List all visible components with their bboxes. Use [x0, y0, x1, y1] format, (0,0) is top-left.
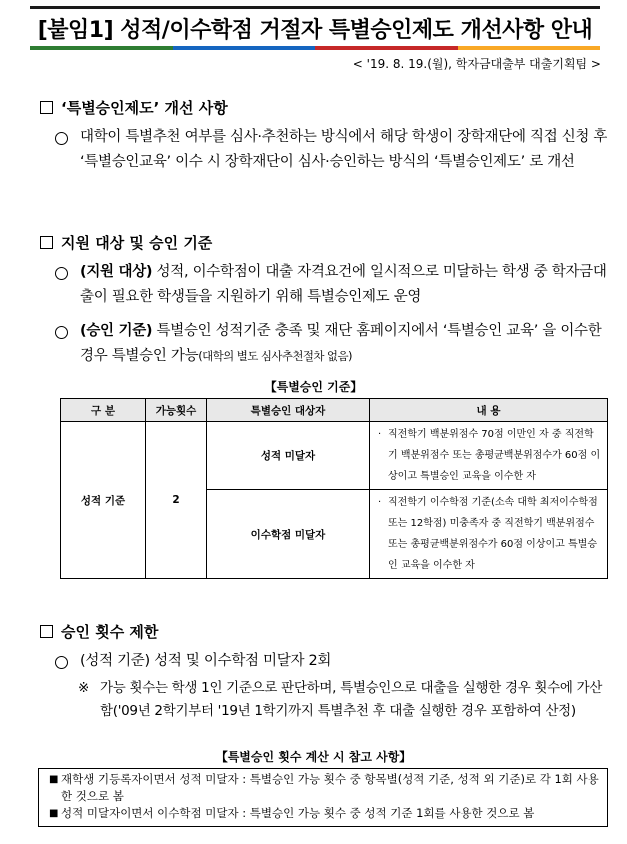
- section2-bullet1: [80, 260, 610, 310]
- note-mark: ※: [78, 680, 90, 696]
- cell-target-credit: 이수학점 미달자: [207, 490, 370, 579]
- square-bullet-icon: [40, 625, 53, 638]
- dot-bullet-icon: ·: [378, 429, 382, 440]
- color-bar-yellow: [458, 46, 601, 50]
- table-caption: 【특별승인 기준】: [264, 380, 363, 394]
- cell-desc-grade: [370, 422, 608, 490]
- circle-bullet-icon: [55, 267, 68, 280]
- ref-item: [49, 805, 599, 822]
- bullet2-label: (승인 기준): [80, 323, 153, 339]
- ref-item-text: 재학생 기등록자이면서 성적 미달자 : 특별승인 가능 횟수 중 항목별(성적 기준, 성적 외 기준)로 각 1회 사용한 것으로 봄: [61, 772, 599, 803]
- cell-target-grade: 성적 미달자: [207, 422, 370, 490]
- section2-bullet2: [80, 319, 610, 369]
- note-text: 가능 횟수는 학생 1인 기준으로 판단하며, 특별승인으로 대출을 실행한 경우 횟수에 가산함('09년 2학기부터 '19년 1학기까지 특별추천 후 대출 실행한 경우 포함하여 산정): [100, 680, 603, 719]
- section1-bullet1: 대학이 특별추천 여부를 심사·추천하는 방식에서 해당 학생이 장학재단에 직접 신청 후 ‘특별승인교육’ 이수 시 장학재단이 심사·승인하는 방식의 ‘특별승인제도’ 로 개선: [80, 129, 608, 170]
- col-header-target: 특별승인 대상자: [207, 399, 370, 422]
- square-bullet-icon: [40, 236, 53, 249]
- bullet2-small-note: (대학의 별도 심사추천절차 없음): [198, 349, 352, 363]
- desc-text: 직전학기 이수학점 기준(소속 대학 최저이수학점 또는 12학점) 미충족자 중 직전학기 백분위점수 또는 총평균백분위점수가 60점 이상이고 특별승인 교육을 이수한 자: [388, 497, 598, 571]
- square-dot-icon: ■: [49, 808, 59, 819]
- circle-bullet-icon: [55, 656, 68, 669]
- title-color-bar: [30, 46, 600, 50]
- ref-item-text: 성적 미달자이면서 이수학점 미달자 : 특별승인 가능 횟수 중 성적 기준 1회를 사용한 것으로 봄: [61, 806, 535, 820]
- color-bar-blue: [173, 46, 316, 50]
- circle-bullet-icon: [55, 326, 68, 339]
- bullet1-text: 성적, 이수학점이 대출 자격요건에 일시적으로 미달하는 학생 중 학자금대출이 필요한 학생들을 지원하기 위해 특별승인제도 운영: [80, 264, 607, 305]
- square-bullet-icon: [40, 101, 53, 114]
- bullet2-text: 특별승인 성적기준 충족 및 재단 홈페이지에서 ‘특별승인 교육’ 을 이수한 경우 특별승인 가능: [80, 323, 602, 364]
- col-header-count: 가능횟수: [146, 399, 207, 422]
- cell-desc-credit: [370, 490, 608, 579]
- dateline: < '19. 8. 19.(월), 학자금대출부 대출기획팀 >: [352, 57, 601, 71]
- section3-heading: [40, 621, 158, 642]
- square-dot-icon: ■: [49, 774, 59, 785]
- criteria-table: [60, 398, 608, 579]
- cell-category: 성적 기준: [61, 422, 146, 579]
- cell-count: 2: [146, 422, 207, 579]
- section2-heading: [40, 232, 212, 253]
- section1-heading-text: ‘특별승인제도’ 개선 사항: [61, 99, 228, 117]
- reference-box: [38, 768, 608, 827]
- page-title: [붙임1] 성적/이수학점 거절자 특별승인제도 개선사항 안내: [37, 18, 593, 43]
- section1-heading: [40, 97, 228, 118]
- col-header-content: 내 용: [370, 399, 608, 422]
- circle-bullet-icon: [55, 132, 68, 145]
- color-bar-red: [315, 46, 458, 50]
- desc-text: 직전학기 백분위점수 70점 이만인 자 중 직전학기 백분위점수 또는 총평균백분위점수가 60점 이상이고 특별승인 교육을 이수한 자: [388, 429, 601, 482]
- dot-bullet-icon: ·: [378, 497, 382, 508]
- ref-caption: 【특별승인 횟수 계산 시 참고 사항】: [215, 750, 412, 764]
- table-header-row: [61, 399, 608, 422]
- col-header-category: 구 분: [61, 399, 146, 422]
- section3-bullet1: (성적 기준) 성적 및 이수학점 미달자 2회: [80, 653, 332, 669]
- ref-item: [49, 771, 599, 805]
- color-bar-green: [30, 46, 173, 50]
- section3-note: [78, 677, 610, 723]
- section2-heading-text: 지원 대상 및 승인 기준: [61, 234, 213, 252]
- title-box: [30, 6, 600, 49]
- table-row: [61, 422, 608, 490]
- bullet1-label: (지원 대상): [80, 264, 153, 280]
- section3-heading-text: 승인 횟수 제한: [61, 623, 159, 641]
